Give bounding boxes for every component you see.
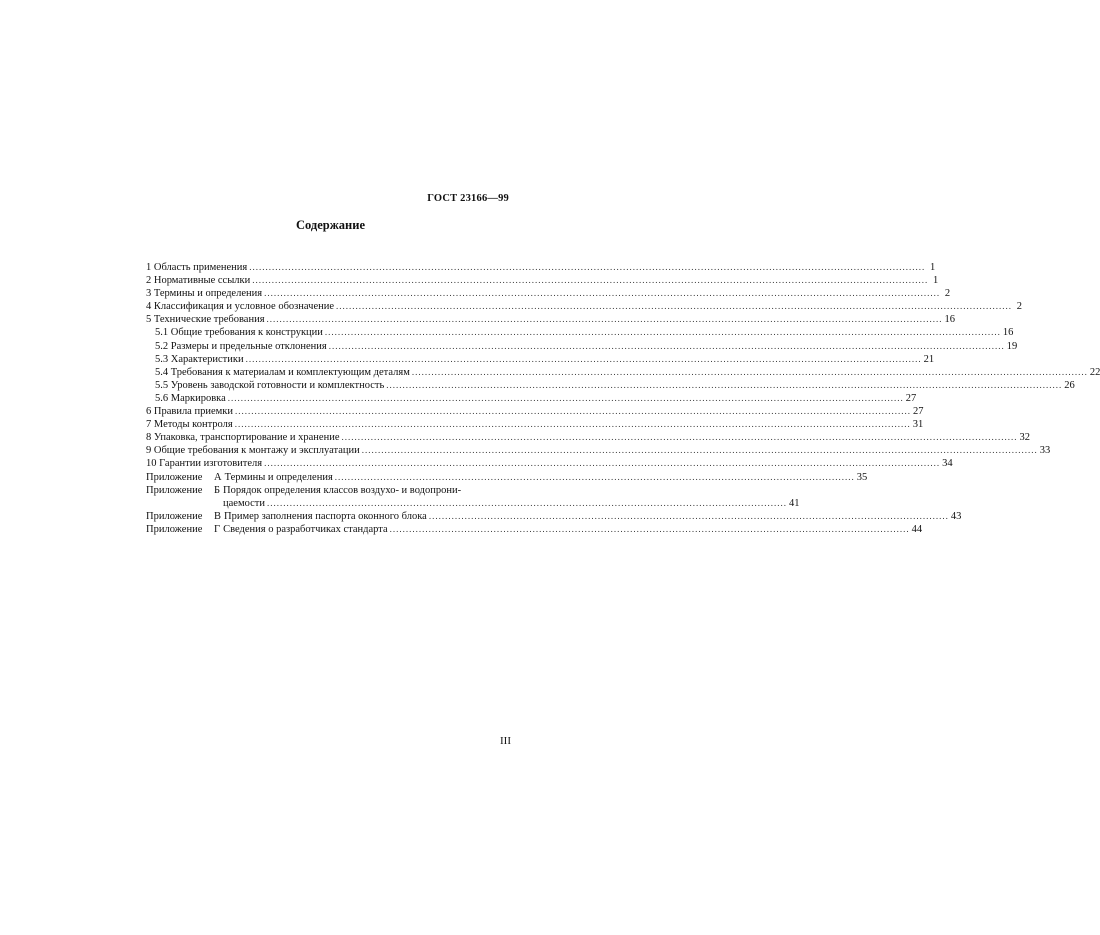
dot-leader bbox=[235, 418, 911, 431]
toc-entry[interactable] bbox=[146, 444, 1051, 457]
appendix-letter: А bbox=[214, 471, 222, 483]
toc-entry[interactable] bbox=[146, 457, 953, 470]
dot-leader bbox=[341, 431, 1017, 444]
toc-sections bbox=[146, 261, 1100, 471]
toc-entry[interactable] bbox=[146, 313, 956, 326]
appendix-title: Сведения о разработчиках стандарта bbox=[223, 523, 388, 535]
toc-appendix-entry[interactable] bbox=[146, 510, 962, 523]
toc-entry[interactable] bbox=[146, 379, 1075, 392]
toc-entry-label: 10 Гарантии изготовителя bbox=[146, 458, 263, 470]
dot-leader bbox=[267, 497, 787, 510]
toc-entry-page: 33 bbox=[1039, 445, 1051, 457]
dot-leader bbox=[264, 457, 940, 470]
toc-appendix-entry[interactable] bbox=[146, 484, 800, 510]
toc-entry[interactable] bbox=[146, 340, 1018, 353]
appendix-continuation-line bbox=[214, 497, 799, 510]
toc-entry-label: 5.6 Маркировка bbox=[155, 392, 226, 404]
toc-entry-label: 6 Правила приемки bbox=[146, 406, 233, 418]
appendix-page: 35 bbox=[856, 471, 868, 483]
toc-entry-page: 2 bbox=[1016, 301, 1023, 313]
appendix-title: Пример заполнения паспорта оконного блока bbox=[224, 510, 427, 522]
toc-entry-page: 1 bbox=[932, 275, 939, 287]
toc-entry-label: 2 Нормативные ссылки bbox=[146, 275, 251, 287]
toc-appendices bbox=[146, 471, 962, 536]
toc-entry-label: 8 Упаковка, транспортирование и хранение bbox=[146, 432, 340, 444]
toc-entry[interactable] bbox=[146, 431, 1030, 444]
toc-entry-label: 5.1 Общие требования к конструкции bbox=[155, 327, 323, 339]
toc-entry[interactable] bbox=[146, 326, 1014, 339]
table-of-contents bbox=[146, 261, 1100, 536]
dot-leader bbox=[228, 392, 904, 405]
dot-leader bbox=[235, 405, 911, 418]
toc-entry-page: 22 bbox=[1089, 366, 1100, 378]
toc-entry[interactable] bbox=[146, 418, 924, 431]
appendix-body bbox=[214, 523, 922, 536]
dot-leader bbox=[429, 510, 949, 523]
appendix-body bbox=[214, 510, 961, 523]
toc-appendix-entry[interactable] bbox=[146, 471, 868, 484]
toc-entry-page: 34 bbox=[942, 458, 953, 470]
dot-leader bbox=[412, 366, 1088, 379]
dot-leader bbox=[362, 444, 1038, 457]
toc-entry-label: 3 Термины и определения bbox=[146, 288, 263, 300]
dot-leader bbox=[325, 326, 1001, 339]
toc-entry[interactable] bbox=[146, 300, 1023, 313]
toc-entry-page: 1 bbox=[930, 262, 936, 273]
toc-entry-label: 7 Методы контроля bbox=[146, 419, 233, 431]
appendix-kind: Приложение bbox=[146, 471, 203, 483]
toc-entry-label: 5.2 Размеры и предельные отклонения bbox=[155, 340, 327, 352]
toc-entry[interactable] bbox=[146, 366, 1100, 379]
appendix-line bbox=[214, 510, 961, 523]
appendix-page: 41 bbox=[788, 497, 800, 509]
toc-entry-label: 9 Общие требования к монтажу и эксплуатации bbox=[146, 445, 360, 457]
toc-entry-page: 27 bbox=[912, 406, 924, 418]
dot-leader bbox=[329, 340, 1005, 353]
page-number: III bbox=[500, 735, 511, 747]
dot-leader bbox=[336, 300, 1012, 313]
appendix-line bbox=[214, 471, 867, 484]
dot-leader bbox=[264, 287, 940, 300]
toc-entry[interactable] bbox=[146, 274, 939, 287]
appendix-title: Порядок определения классов воздухо- и водопрони- bbox=[223, 484, 462, 496]
toc-entry-page: 21 bbox=[923, 353, 935, 365]
dot-leader bbox=[246, 353, 922, 366]
appendix-letter: Г bbox=[214, 523, 221, 535]
appendix-page: 44 bbox=[911, 523, 923, 535]
dot-leader bbox=[252, 274, 928, 287]
toc-entry-page: 26 bbox=[1064, 379, 1075, 391]
toc-entry[interactable] bbox=[146, 405, 924, 418]
toc-entry-page: 16 bbox=[944, 314, 956, 326]
appendix-letter: Б bbox=[214, 484, 221, 496]
appendix-line bbox=[214, 484, 799, 497]
dot-leader bbox=[390, 523, 910, 536]
dot-leader bbox=[267, 313, 943, 326]
toc-entry[interactable] bbox=[146, 287, 951, 300]
toc-entry-page: 32 bbox=[1019, 432, 1030, 444]
page-title: Содержание bbox=[295, 218, 365, 232]
toc-entry[interactable] bbox=[146, 261, 936, 274]
appendix-title-continuation: цаемости bbox=[223, 497, 265, 509]
appendix-line bbox=[214, 523, 922, 536]
toc-entry-label: 5.4 Требования к материалам и комплектующим деталям bbox=[155, 366, 410, 378]
dot-leader bbox=[335, 471, 855, 484]
toc-entry-label: 4 Классификация и условное обозначение bbox=[146, 301, 335, 313]
toc-entry[interactable] bbox=[146, 392, 917, 405]
appendix-kind: Приложение bbox=[146, 484, 203, 496]
toc-entry-page: 31 bbox=[912, 419, 924, 431]
toc-entry-label: 1 Область применения bbox=[146, 262, 248, 273]
toc-entry-page: 16 bbox=[1002, 327, 1014, 339]
toc-entry-page: 2 bbox=[944, 288, 951, 300]
dot-leader bbox=[386, 379, 1062, 392]
appendix-kind: Приложение bbox=[146, 523, 203, 535]
toc-entry-page: 19 bbox=[1006, 340, 1018, 352]
standard-code: ГОСТ 23166—99 bbox=[427, 193, 509, 204]
appendix-body bbox=[214, 471, 867, 484]
appendix-body bbox=[214, 484, 799, 510]
appendix-title: Термины и определения bbox=[224, 471, 333, 483]
toc-appendix-entry[interactable] bbox=[146, 523, 923, 536]
toc-entry-label: 5.5 Уровень заводской готовности и комплектность bbox=[155, 379, 385, 391]
toc-entry-label: 5 Технические требования bbox=[146, 314, 265, 326]
toc-entry-label: 5.3 Характеристики bbox=[155, 353, 244, 365]
appendix-kind: Приложение bbox=[146, 510, 203, 522]
dot-leader bbox=[249, 261, 925, 274]
appendix-page: 43 bbox=[950, 510, 962, 522]
toc-entry[interactable] bbox=[146, 353, 935, 366]
toc-entry-page: 27 bbox=[905, 392, 917, 404]
appendix-letter: В bbox=[214, 510, 222, 522]
